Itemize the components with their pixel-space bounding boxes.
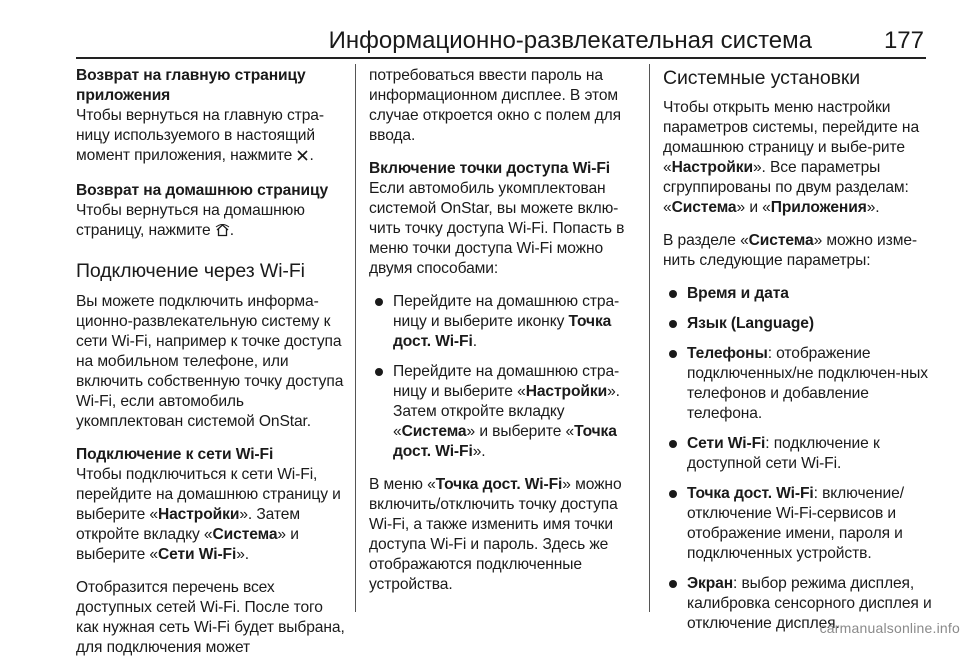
column-3 <box>663 66 935 647</box>
page-number: 177 <box>883 27 924 54</box>
paragraph: Чтобы подключиться к сети Wi-Fi, перейдите на домашнюю страницу и выберите «Настройки». Затем откройте вкладку «Система» и выберите «Сети Wi-Fi». <box>76 466 341 563</box>
section-heading-system-settings: Системные установки <box>663 67 861 89</box>
column-2 <box>369 66 637 608</box>
list-item: Экран: выбор режима дисплея, калибровка сенсорного дисплея и отключение дисплея. <box>663 574 935 634</box>
bullet-list <box>369 292 637 462</box>
bullet-list <box>663 284 935 634</box>
home-icon <box>215 223 230 243</box>
list-item: Язык (Language) <box>663 314 935 334</box>
column-divider-1 <box>355 64 356 612</box>
paragraph: потребоваться ввести пароль на информационном дисплее. В этом случае откроется окно с полем для ввода. <box>369 67 622 144</box>
paragraph: Чтобы вернуться на домашнюю страницу, нажмите . <box>76 201 348 243</box>
list-item: Сети Wi-Fi: подключение к доступной сети Wi-Fi. <box>663 434 935 474</box>
list-item: Перейдите на домашнюю стра-ницу и выберите «Настройки». Затем откройте вкладку «Система» и выберите «Точка дост. Wi-Fi». <box>369 362 637 462</box>
paragraph: В разделе «Система» можно изме-нить следующие параметры: <box>663 232 917 269</box>
paragraph: Если автомобиль укомплектован системой OnStar, вы можете вклю-чить точку доступа Wi-Fi. Попасть в меню точки доступа Wi-Fi можно двумя способами: <box>369 180 625 277</box>
section-heading-wifi: Подключение через Wi-Fi <box>76 260 305 282</box>
paragraph: Отобразится перечень всех доступных сетей Wi-Fi. После того как нужная сеть Wi-Fi будет выбрана, для подключения может <box>76 579 345 656</box>
watermark: carmanualsonline.info <box>819 620 960 636</box>
list-item: Телефоны: отображение подключенных/не подключен-ных телефонов и добавление телефона. <box>663 344 935 424</box>
section-heading-return-home: Возврат на домашнюю страницу <box>76 182 329 199</box>
header-rule <box>76 57 926 59</box>
page-title: Информационно-развлекательная система <box>328 27 812 54</box>
section-heading-wifi-connect: Подключение к сети Wi-Fi <box>76 446 274 463</box>
paragraph: Чтобы открыть меню настройки параметров системы, перейдите на домашнюю страницу и выбе-рите «Настройки». Все параметры сгруппированы по двум разделам: «Система» и «Приложения». <box>663 99 920 216</box>
list-item: Время и дата <box>663 284 935 304</box>
paragraph: Чтобы вернуться на главную стра-ницу используемого в настоящий момент приложения, нажмите . <box>76 106 348 168</box>
section-heading-return-app: Возврат на главную страницу приложения <box>76 67 306 104</box>
column-divider-2 <box>649 64 650 612</box>
column-1 <box>76 66 348 671</box>
section-heading-hotspot: Включение точки доступа Wi-Fi <box>369 160 611 177</box>
list-item: Перейдите на домашнюю стра-ницу и выберите иконку Точка дост. Wi-Fi. <box>369 292 637 352</box>
paragraph: В меню «Точка дост. Wi-Fi» можно включить/отключить точку доступа Wi-Fi, а также изменить имя точки доступа Wi-Fi и пароль. Здесь же отображаются подключенные устройства. <box>369 476 622 593</box>
list-item: Точка дост. Wi-Fi: включение/ отключение Wi-Fi-сервисов и отображение имени, пароля и подключенных устройств. <box>663 484 935 564</box>
close-x-icon <box>296 148 309 168</box>
paragraph: Вы можете подключить информа-ционно-развлекательную систему к сети Wi-Fi, например к точке доступа на мобильном телефоне, или включить собственную точку доступа Wi-Fi, если автомобиль укомплектован системой OnStar. <box>76 293 344 430</box>
